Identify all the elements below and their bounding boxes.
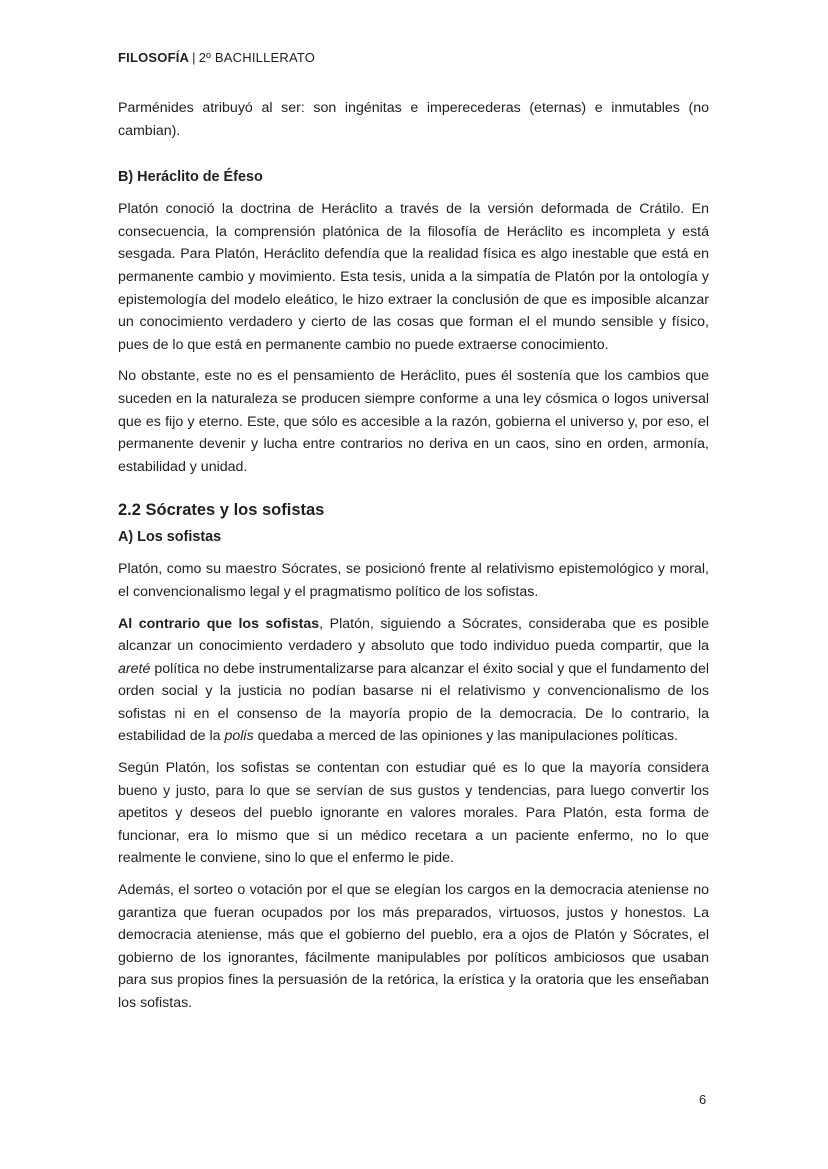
italic-polis: polis [224,728,254,745]
intro-paragraph: Parménides atribuyó al ser: son ingénitas e imperecederas (eternas) e inmutables (no cambian). [118,100,709,139]
page-number: 6 [699,1092,707,1107]
heraclito-paragraph-2: No obstante, este no es el pensamiento de Heráclito, pues él sostenía que los cambios que suceden en la naturaleza se producen siempre conforme a una ley cósmica o logos universal que es fijo y eterno. Este, que sólo es accesible a la razón, gobierna el universo y, por eso, el permanente devenir y lucha entre contrarios no deriva en un caos, sino en orden, armonía, estabilidad y unidad. [118,368,709,475]
header-separator: | [192,50,196,65]
heraclito-heading: B) Heráclito de Éfeso [118,169,263,186]
heraclito-paragraph-1: Platón conoció la doctrina de Heráclito a través de la versión deformada de Crátilo. En consecuencia, la comprensión platónica de la filosofía de Heráclito es incompleta y está sesgada. Para Platón, Heráclito defendía que la realidad física es algo inestable que está en permanente cambio y movimiento. Esta tesis, unida a la simpatía de Platón por la ontología y epistemología del modelo eleático, le hizo extraer la conclusión de que es imposible alcanzar un conocimiento verdadero y cierto de las cosas que forman el el mundo sensible y físico, pues de lo que está en permanente cambio no puede extraerse conocimiento. [118,201,709,353]
header-subject: FILOSOFÍA [118,50,190,65]
bold-lead: Al contrario que los sofistas [118,615,320,632]
italic-arete: areté [118,660,151,677]
sofistas-paragraph-4: Además, el sorteo o votación por el que se elegían los cargos en la democracia ateniense no garantiza que fueran ocupados por los más preparados, virtuosos, justos y honestos. La democracia ateniense, más que el gobierno del pueblo, era a ojos de Platón y Sócrates, el gobierno de los ignorantes, fácilmente manipulables por políticos ambiciosos que usaban para sus propios fines la persuasión de la retórica, la erística y la oratoria que les enseñaban los sofistas. [118,882,709,1011]
sofistas-subheading: A) Los sofistas [118,529,222,546]
p2-part-2: política no debe instrumentalizarse para alcanzar el éxito social y que el fundamento del orden social y la justicia no podían basarse ni el relativismo y convencionalismo de los sofistas ni en el consenso de la mayoría propio de la democracia. De lo contrario, la estabilidad de la [118,660,709,745]
page-header [118,50,315,65]
section-heading-socrates-sofistas: 2.2 Sócrates y los sofistas [118,501,325,520]
sofistas-paragraph-3: Según Platón, los sofistas se contentan con estudiar qué es lo que la mayoría considera bueno y justo, para lo que se servían de sus gustos y tendencias, para luego convertir los apetitos y deseos del pueblo ignorante en valores morales. Para Platón, esta forma de funcionar, era lo mismo que si un médico recetara a un paciente enfermo, no lo que realmente le conviene, sino lo que el enfermo le pide. [118,760,709,867]
header-course: 2º BACHILLERATO [198,50,316,65]
document-body [118,97,709,1024]
p2-part-1: , Platón, siguiendo a Sócrates, consideraba que es posible alcanzar un conocimiento verdadero y absoluto que todo individuo pueda compartir, que la [118,615,709,655]
sofistas-paragraph-1: Platón, como su maestro Sócrates, se posicionó frente al relativismo epistemológico y moral, el convencionalismo legal y el pragmatismo político de los sofistas. [118,561,709,600]
p2-part-3: quedaba a merced de las opiniones y las manipulaciones políticas. [253,728,678,745]
sofistas-paragraph-2 [118,613,709,749]
